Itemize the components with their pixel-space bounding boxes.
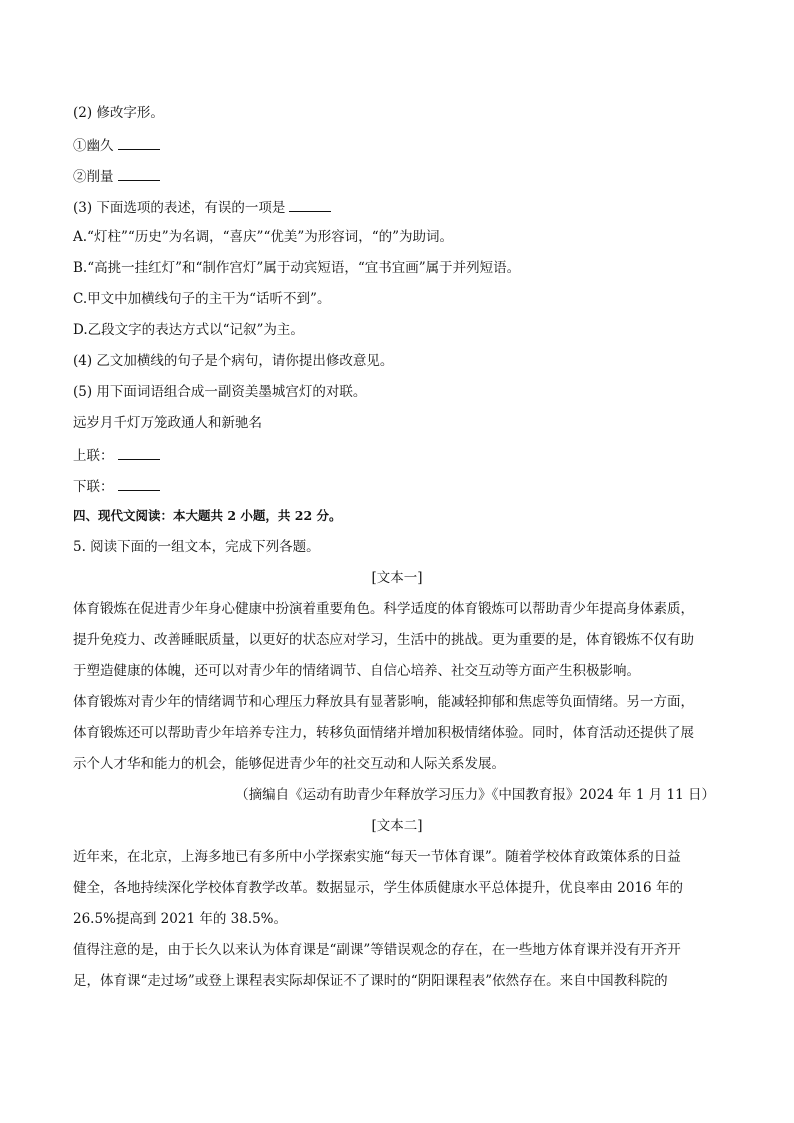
sub-question-2-title: (2) 修改字形。 — [73, 105, 164, 121]
item-text: ②削量 — [73, 169, 114, 185]
paragraph-line: 体育锻炼还可以帮助青少年培养专注力，转移负面情绪并增加积极情绪体验。同时，体育活动还提供了展 — [73, 725, 694, 741]
paragraph-line: 提升免疫力、改善睡眠质量，以更好的状态应对学习，生活中的挑战。更为重要的是，体育锻炼不仅有助 — [73, 632, 694, 648]
sub-question-3-title — [73, 197, 723, 217]
word-list: 远岁月千灯万笼政通人和新驰名 — [73, 415, 262, 431]
paragraph-line: 足，体育课“走过场”或登上课程表实际却保证不了课时的“阴阳课程表”依然存在。来自中国教科院的 — [73, 973, 668, 989]
sub-question-4-title: (4) 乙文加横线的句子是个病句，请你提出修改意见。 — [73, 353, 394, 369]
upper-couplet-line — [73, 445, 723, 465]
paragraph-line: 值得注意的是，由于长久以来认为体育课是“副课”等错误观念的存在，在一些地方体育课并没有开齐开 — [73, 942, 681, 958]
lower-couplet-line — [73, 476, 723, 496]
lower-couplet-label: 下联： — [73, 479, 114, 495]
item-text: ①幽久 — [73, 138, 114, 154]
option-a: A.“灯柱”“历史”为名调，“喜庆”“优美”为形容词，“的”为助词。 — [73, 229, 454, 245]
answer-blank — [118, 135, 160, 150]
option-d: D.乙段文字的表达方式以“记叙”为主。 — [73, 322, 304, 338]
sub-question-2-item-1 — [73, 135, 723, 155]
question-5-intro: 5. 阅读下面的一组文本，完成下列各题。 — [73, 539, 320, 555]
paragraph-line: 26.5%提高到 2021 年的 38.5%。 — [73, 911, 288, 927]
source-citation: （摘编自《运动有助青少年释放学习压力》《中国教育报》2024 年 1 月 11 日） — [235, 787, 715, 803]
text-one-title: [文本一] — [371, 570, 423, 586]
answer-blank — [118, 476, 160, 491]
paragraph-line: 于塑造健康的体魄，还可以对青少年的情绪调节、自信心培养、社交互动等方面产生积极影响。 — [73, 663, 640, 679]
upper-couplet-label: 上联： — [73, 448, 114, 464]
sub-question-2-item-2 — [73, 166, 723, 186]
paragraph-line: 近年来，在北京，上海多地已有多所中小学探索实施“每天一节体育课”。随着学校体育政策体系的日益 — [73, 849, 681, 865]
option-c: C.甲文中加横线句子的主干为“话听不到”。 — [73, 291, 331, 307]
paragraph-line: 体育锻炼对青少年的情绪调节和心理压力释放具有显著影响，能减轻抑郁和焦虑等负面情绪。另一方面， — [73, 694, 694, 710]
text-two-title: [文本二] — [371, 818, 423, 834]
answer-blank — [118, 166, 160, 181]
question-text: (3) 下面选项的表述，有误的一项是 — [73, 200, 286, 216]
sub-question-5-title: (5) 用下面词语组合成一副资美墨城宫灯的对联。 — [73, 384, 367, 400]
option-b: B.“高挑一挂红灯”和“制作宫灯”属于动宾短语，“宜书宜画”属于并列短语。 — [73, 260, 521, 276]
section-heading: 四、现代文阅读：本大题共 2 小题，共 22 分。 — [73, 508, 342, 523]
answer-blank — [118, 445, 160, 460]
answer-blank — [289, 197, 331, 212]
paragraph-line: 体育锻炼在促进青少年身心健康中扮演着重要角色。科学适度的体育锻炼可以帮助青少年提高身体素质， — [73, 601, 694, 617]
paragraph-line: 示个人才华和能力的机会，能够促进青少年的社交互动和人际关系发展。 — [73, 756, 505, 772]
paragraph-line: 健全，各地持续深化学校体育教学改革。数据显示，学生体质健康水平总体提升，优良率由 2016 年的 — [73, 880, 683, 896]
